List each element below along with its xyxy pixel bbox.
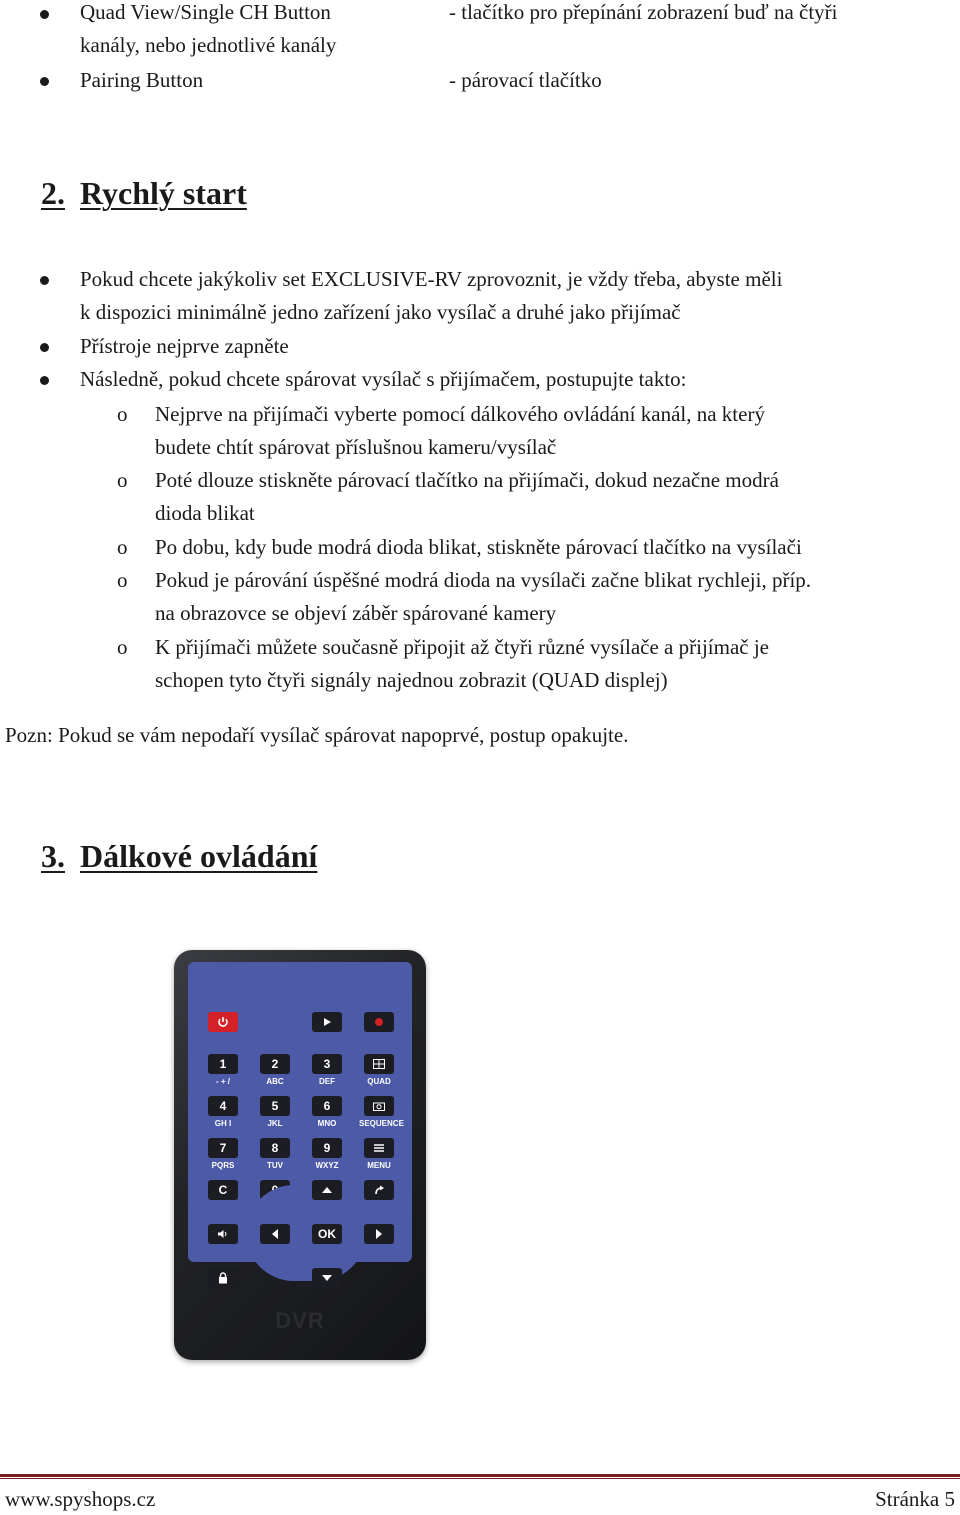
list-desc-quad-view: - tlačítko pro přepínání zobrazení buď na čtyři [449,0,838,24]
key-5-label: 5 [271,1099,279,1113]
label-4: GH I [214,1119,232,1128]
key-8-label: 8 [271,1141,279,1155]
footer-rule [0,1474,960,1477]
play-button [312,1012,342,1032]
key-9 [312,1138,342,1158]
up-button [312,1180,342,1200]
list-term-pairing: Pairing Button [80,68,204,92]
bullet-1-line2: k dispozici minimálně jedno zařízení jako vysílač a druhé jako přijímač [80,300,681,324]
subitem-4-line1: Pokud je párování úspěšné modrá dioda na vysílači začne blikat rychleji, příp. [155,568,812,592]
footer-website: www.spyshops.cz [5,1487,156,1511]
subitem-2-line1: Poté dlouze stiskněte párovací tlačítko na přijímači, dokud nezačne modrá [155,468,779,492]
list-bullet [40,276,49,285]
key-9-label: 9 [323,1141,331,1155]
label-8: TUV [267,1161,283,1170]
label-7: PQRS [211,1161,235,1170]
lock-button [208,1268,238,1288]
sub-marker: o [117,402,128,426]
key-8 [260,1138,290,1158]
record-button [364,1012,394,1032]
right-button [364,1224,394,1244]
label-sequence: SEQUENCE [359,1119,404,1128]
label-9: WXYZ [315,1161,339,1170]
list-bullet [40,343,49,352]
key-7-label: 7 [219,1141,227,1155]
section-3-number: 3. [41,838,65,874]
key-6-label: 6 [323,1099,331,1113]
subitem-5-line2: schopen tyto čtyři signály najednou zobrazit (QUAD displej) [155,668,668,692]
bullet-1-line1: Pokud chcete jakýkoliv set EXCLUSIVE-RV zprovoznit, je vždy třeba, abyste měli [80,267,783,291]
power-button [208,1012,238,1032]
subitem-5-line1: K přijímači můžete současně připojit až čtyři různé vysílače a přijímač je [155,635,770,659]
list-term-quad-view: Quad View/Single CH Button [80,0,331,24]
note: Pozn: Pokud se vám nepodaří vysílač spárovat napoprvé, postup opakujte. [5,723,629,747]
ok-button [312,1224,342,1244]
sub-marker: o [117,635,128,659]
quad-grid-icon [373,1059,385,1069]
section-3-title: Dálkové ovládání [80,838,318,874]
return-arrow-icon [373,1185,385,1195]
down-button [312,1268,342,1288]
quad-button [364,1054,394,1074]
label-6: MNO [317,1119,337,1128]
label-2: ABC [266,1077,284,1086]
key-4 [208,1096,238,1116]
sub-marker: o [117,468,128,492]
subitem-3-line1: Po dobu, kdy bude modrá dioda blikat, stiskněte párovací tlačítko na vysílači [155,535,802,559]
list-bullet [40,10,49,19]
key-c [208,1180,238,1200]
footer-rule-thin [0,1478,960,1479]
label-quad: QUAD [367,1077,391,1086]
label-5: JKL [267,1119,283,1128]
sub-marker: o [117,535,128,559]
key-3-label: 3 [323,1057,331,1071]
key-7 [208,1138,238,1158]
ok-label: OK [318,1227,336,1241]
arrow-down-icon [321,1274,333,1282]
speaker-icon [217,1229,229,1239]
menu-icon [373,1143,385,1153]
key-5 [260,1096,290,1116]
back-button [364,1180,394,1200]
remote-control-image [174,950,426,1360]
key-2 [260,1054,290,1074]
label-1: - + / [215,1077,230,1086]
key-4-label: 4 [219,1099,227,1113]
left-button [260,1224,290,1244]
bullet-2: Přístroje nejprve zapněte [80,334,289,358]
key-c-label: C [218,1183,228,1197]
subitem-4-line2: na obrazovce se objeví záběr spárované kamery [155,601,557,625]
remote-brand-logo: DVR [275,1308,325,1333]
label-3: DEF [319,1077,335,1086]
key-2-label: 2 [271,1057,279,1071]
play-icon [322,1017,332,1027]
subitem-1-line2: budete chtít spárovat příslušnou kameru/vysílač [155,435,557,459]
arrow-left-icon [271,1228,279,1240]
footer-page-number: Stránka 5 [875,1487,955,1511]
power-icon [217,1016,229,1028]
key-1-label: 1 [219,1057,227,1071]
lock-icon [218,1272,228,1284]
section-2-title: Rychlý start [80,175,247,211]
list-desc-quad-view-cont: kanály, nebo jednotlivé kanály [80,33,337,57]
record-icon [374,1017,384,1027]
camera-icon [373,1101,385,1111]
sequence-button [364,1096,394,1116]
menu-button [364,1138,394,1158]
key-3 [312,1054,342,1074]
list-bullet [40,376,49,385]
sub-marker: o [117,568,128,592]
section-2-number: 2. [41,175,65,211]
arrow-up-icon [321,1186,333,1194]
subitem-1-line1: Nejprve na přijímači vyberte pomocí dálkového ovládání kanál, na který [155,402,765,426]
key-1 [208,1054,238,1074]
volume-button [208,1224,238,1244]
label-menu: MENU [367,1161,391,1170]
subitem-2-line2: dioda blikat [155,501,255,525]
arrow-right-icon [375,1228,383,1240]
bullet-3: Následně, pokud chcete spárovat vysílač s přijímačem, postupujte takto: [80,367,687,391]
list-desc-pairing: - párovací tlačítko [449,68,602,92]
list-bullet [40,77,49,86]
key-6 [312,1096,342,1116]
